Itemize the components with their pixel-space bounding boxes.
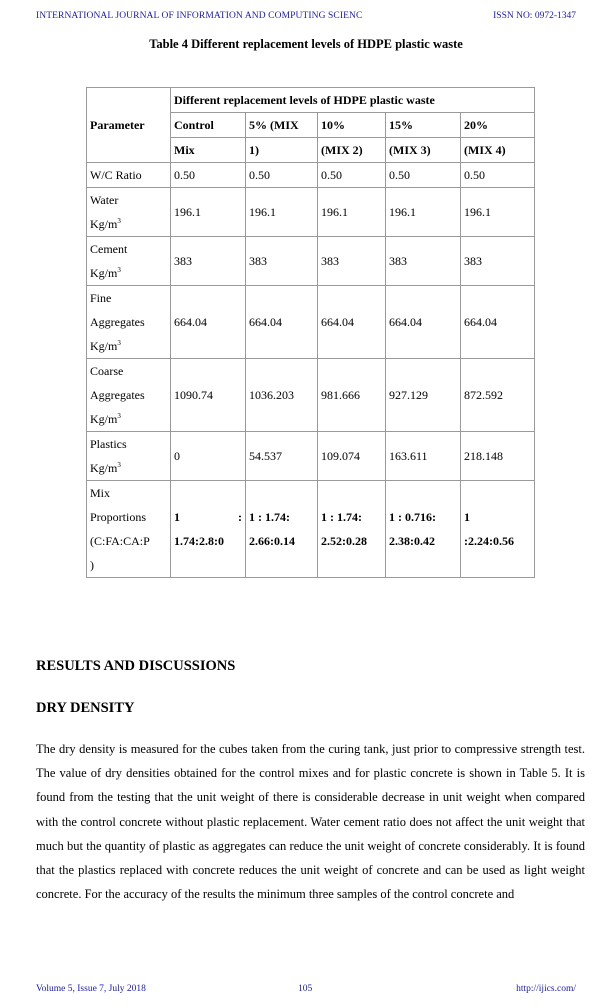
table-cell: 1 : 1.74: 2.66:0.14 <box>246 481 318 578</box>
table-cell: 664.04 <box>461 286 535 359</box>
table-row-wc-ratio <box>87 163 535 188</box>
table-cell: 383 <box>386 237 461 286</box>
col-header-mix4-l1: 20% <box>461 113 535 138</box>
table-cell: 1 : 1.74:2.8:0 <box>171 481 246 578</box>
table-cell: 196.1 <box>461 188 535 237</box>
parameter-header: Parameter <box>87 88 171 163</box>
table-cell: 383 <box>318 237 386 286</box>
table-row-fine-aggregates <box>87 286 535 359</box>
table-row-cement <box>87 237 535 286</box>
table-cell: 0 <box>171 432 246 481</box>
table-header-row <box>87 88 535 113</box>
table-cell: 196.1 <box>171 188 246 237</box>
col-header-mix3-l1: 15% <box>386 113 461 138</box>
table-cell: 109.074 <box>318 432 386 481</box>
col-header-mix2-l1: 10% <box>318 113 386 138</box>
table-cell: 1036.203 <box>246 359 318 432</box>
row-label: Coarse Aggregates $Kg/m^3$ <box>87 359 171 432</box>
table-cell: 1 : 0.716: 2.38:0.42 <box>386 481 461 578</box>
table-cell: 664.04 <box>386 286 461 359</box>
col-header-mix2-l2: (MIX 2) <box>318 138 386 163</box>
row-label: Water $Kg/m^3$ <box>87 188 171 237</box>
table-cell: 383 <box>246 237 318 286</box>
group-header: Different replacement levels of HDPE plastic waste <box>171 88 535 113</box>
footer-volume: Volume 5, Issue 7, July 2018 <box>36 984 146 994</box>
table-cell: 383 <box>461 237 535 286</box>
journal-header: INTERNATIONAL JOURNAL OF INFORMATION AND COMPUTING SCIENC <box>36 11 363 21</box>
table-cell: 196.1 <box>246 188 318 237</box>
table-row-plastics <box>87 432 535 481</box>
table-row-coarse-aggregates <box>87 359 535 432</box>
row-label: Mix Proportions (C:FA:CA:P ) <box>87 481 171 578</box>
col-header-mix1-l2: 1) <box>246 138 318 163</box>
row-label: Fine Aggregates $Kg/m^3$ <box>87 286 171 359</box>
table-row-water <box>87 188 535 237</box>
table-cell: 664.04 <box>318 286 386 359</box>
table-cell: 218.148 <box>461 432 535 481</box>
row-label: Plastics $Kg/m^3$ <box>87 432 171 481</box>
table-cell: 0.50 <box>171 163 246 188</box>
table-cell: 664.04 <box>246 286 318 359</box>
table-cell: 163.611 <box>386 432 461 481</box>
section-heading-results: RESULTS AND DISCUSSIONS <box>36 658 236 674</box>
table-cell: 927.129 <box>386 359 461 432</box>
mix-design-table <box>86 87 535 578</box>
table-cell: 196.1 <box>318 188 386 237</box>
footer-page-number: 105 <box>298 984 313 994</box>
table-cell: 872.592 <box>461 359 535 432</box>
col-header-mix4-l2: (MIX 4) <box>461 138 535 163</box>
table-cell: 664.04 <box>171 286 246 359</box>
col-header-mix1-l1: 5% (MIX <box>246 113 318 138</box>
row-label: Cement $Kg/m^3$ <box>87 237 171 286</box>
table-cell: 1 : 1.74: 2.52:0.28 <box>318 481 386 578</box>
table-cell: 54.537 <box>246 432 318 481</box>
table-row-mix-proportions <box>87 481 535 578</box>
table-cell: 0.50 <box>461 163 535 188</box>
col-header-control-l1: Control <box>171 113 246 138</box>
footer-url[interactable]: http://ijics.com/ <box>516 984 576 994</box>
table-cell: 0.50 <box>246 163 318 188</box>
body-paragraph: The dry density is measured for the cubes taken from the curing tank, just prior to compressive strength test. The value of dry densities obtained for the control mixes and for plastic concrete is shown in Table 5. It is found from the testing that the unit weight of there is considerable decrease in unit weight when compared with the control concrete without plastic replacement. Water cement ratio does not affect the unit weight that much but the quantity of plastic as aggregates can reduce the unit weight of concrete considerably. It is found that the plastics replaced with concrete reduces the unit weight of concrete and can be used as light weight concrete. For the accuracy of the results the minimum three samples of the control concrete and <box>36 742 585 902</box>
issn-header: ISSN NO: 0972-1347 <box>493 11 576 21</box>
table-cell: 1 :2.24:0.56 <box>461 481 535 578</box>
table-cell: 0.50 <box>318 163 386 188</box>
section-heading-dry-density: DRY DENSITY <box>36 700 135 716</box>
col-header-mix3-l2: (MIX 3) <box>386 138 461 163</box>
table-caption: Table 4 Different replacement levels of HDPE plastic waste <box>149 37 463 51</box>
table-cell: 1090.74 <box>171 359 246 432</box>
col-header-control-l2: Mix <box>171 138 246 163</box>
table-cell: 981.666 <box>318 359 386 432</box>
table-cell: 196.1 <box>386 188 461 237</box>
table-cell: 383 <box>171 237 246 286</box>
row-label: W/C Ratio <box>87 163 171 188</box>
table-cell: 0.50 <box>386 163 461 188</box>
